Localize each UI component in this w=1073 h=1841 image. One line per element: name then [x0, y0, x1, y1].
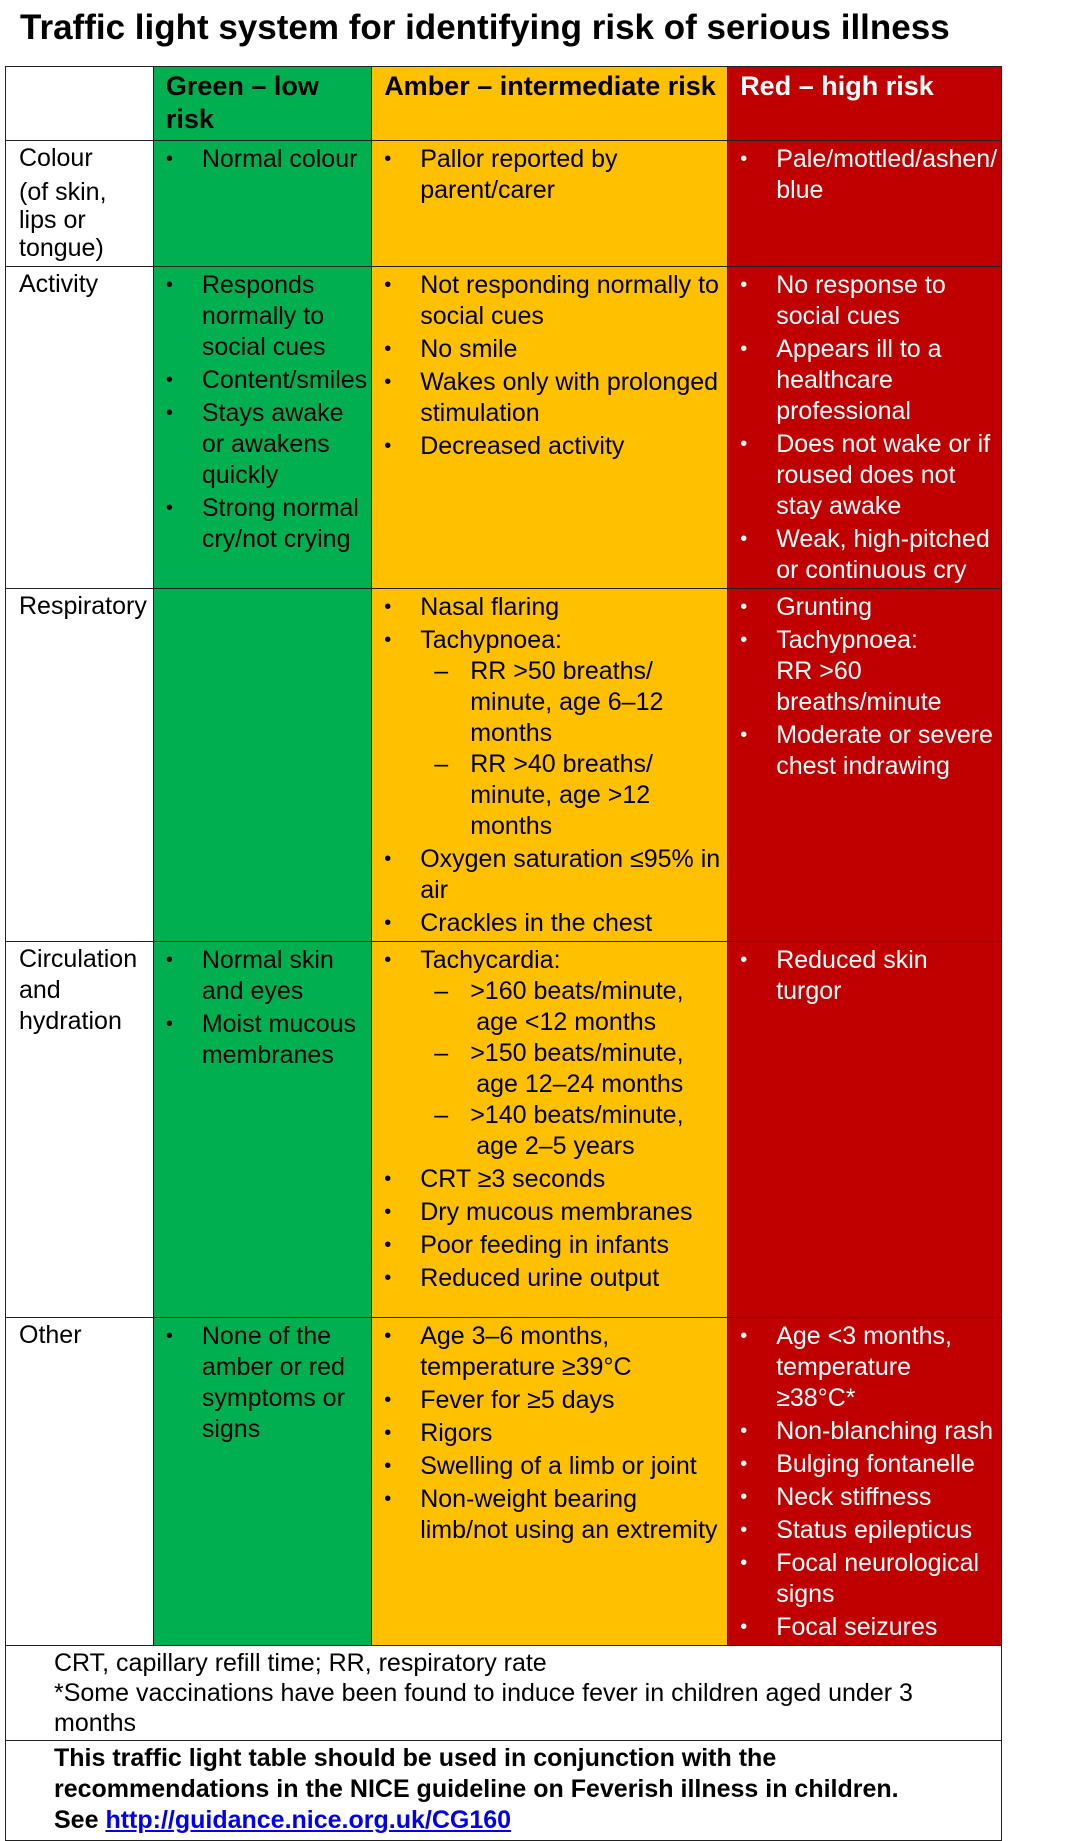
row-respiratory: [6, 589, 1002, 942]
sub-list-item: – >150 beats/minute, age 12–24 months: [434, 1039, 684, 1098]
bullet-icon: •: [384, 1389, 392, 1411]
sub-list-item: – >140 beats/minute, age 2–5 years: [434, 1101, 684, 1160]
row-colour: [6, 141, 1002, 267]
cell-circulation-red: [728, 942, 1002, 1318]
list-item: • Not responding normally to social cues: [384, 271, 719, 330]
dash-icon: –: [434, 1039, 449, 1067]
cell-respiratory-amber: [372, 589, 728, 942]
bullet-icon: •: [165, 369, 173, 391]
row-label-other: Other: [6, 1318, 154, 1646]
list-item: • Crackles in the chest: [384, 909, 653, 937]
list-item: • Rigors: [384, 1419, 493, 1447]
list-item: • Dry mucous membranes: [384, 1198, 693, 1226]
list-item: • Tachypnoea: RR >60 breaths/minute: [740, 626, 942, 716]
cell-other-red: [728, 1318, 1002, 1646]
row-label-text: Colour: [19, 144, 93, 172]
cell-activity-amber: [372, 267, 728, 589]
list-item: • Normal colour: [165, 145, 358, 173]
list-item: • Strong normal cry/not crying: [165, 494, 359, 553]
cell-other-amber: [372, 1318, 728, 1646]
bullet-icon: •: [165, 274, 173, 296]
dash-icon: –: [434, 1101, 449, 1129]
cell-other-green: [153, 1318, 371, 1646]
bullet-icon: •: [740, 433, 748, 455]
row-activity: [6, 267, 1002, 589]
footnotes: [6, 1646, 1002, 1741]
list-item: • Nasal flaring: [384, 593, 560, 621]
bullet-icon: •: [384, 338, 392, 360]
row-circulation: [6, 942, 1002, 1318]
list-item: • Oxygen saturation ≤95% in air: [384, 845, 721, 904]
list-item: • Reduced urine output: [384, 1264, 660, 1292]
bullet-icon: •: [384, 1422, 392, 1444]
list-item: • Normal skin and eyes: [165, 946, 334, 1005]
list-item: • Age 3–6 months, temperature ≥39°C: [384, 1322, 632, 1381]
cell-respiratory-green: [153, 589, 371, 942]
list-item: • Moderate or severe chest indrawing: [740, 721, 993, 780]
cell-respiratory-red: [728, 589, 1002, 942]
bullet-icon: •: [384, 1168, 392, 1190]
bullet-icon: •: [384, 1455, 392, 1477]
list-item: • Reduced skin turgor: [740, 946, 928, 1005]
bullet-icon: •: [740, 1325, 748, 1347]
list-item: • Status epilepticus: [740, 1516, 973, 1544]
bullet-icon: •: [384, 912, 392, 934]
list-item: • Neck stiffness: [740, 1483, 932, 1511]
bullet-icon: •: [740, 148, 748, 170]
sub-list-item: – RR >50 breaths/ minute, age 6–12 months: [434, 657, 664, 747]
list-item: • Focal seizures: [740, 1613, 938, 1641]
sub-list-item: – RR >40 breaths/ minute, age >12 months: [434, 750, 653, 840]
list-item: • Age <3 months, temperature ≥38°C*: [740, 1322, 952, 1412]
guidance-link[interactable]: http://guidance.nice.org.uk/CG160: [105, 1806, 512, 1834]
cell-activity-red: [728, 267, 1002, 589]
bullet-icon: •: [165, 497, 173, 519]
header-green: Green – low risk: [153, 67, 371, 141]
header-row: [6, 67, 1002, 141]
cell-activity-green: [153, 267, 371, 589]
sub-list-item: – >160 beats/minute, age <12 months: [434, 977, 684, 1036]
bullet-icon: •: [384, 274, 392, 296]
bullet-icon: •: [384, 596, 392, 618]
row-label-colour: [6, 141, 154, 267]
bullet-icon: •: [740, 1552, 748, 1574]
list-item: • Decreased activity: [384, 432, 625, 460]
list-item: • CRT ≥3 seconds: [384, 1165, 606, 1193]
bullet-icon: •: [740, 274, 748, 296]
list-item: • Pale/mottled/ashen/ blue: [740, 145, 998, 204]
corner-cell: [6, 67, 154, 141]
list-item: • Non-weight bearing limb/not using an extremity: [384, 1485, 718, 1544]
header-red: Red – high risk: [728, 67, 1002, 141]
cell-circulation-amber: [372, 942, 728, 1318]
bullet-icon: •: [384, 371, 392, 393]
guidance-see-label: See: [54, 1806, 99, 1834]
list-item: • Bulging fontanelle: [740, 1450, 975, 1478]
bullet-icon: •: [740, 1616, 748, 1638]
list-item: • Does not wake or if roused does not stay awake: [740, 430, 991, 520]
footnote-vaccinations: *Some vaccinations have been found to induce fever in children aged under 3 months: [54, 1679, 913, 1737]
guidance-note: [6, 1741, 1002, 1841]
list-item: • Appears ill to a healthcare professional: [740, 335, 942, 425]
row-label-circulation: Circulation and hydration: [6, 942, 154, 1318]
bullet-icon: •: [384, 629, 392, 651]
list-item: • Responds normally to social cues: [165, 271, 326, 361]
bullet-icon: •: [165, 148, 173, 170]
footnotes-row: [6, 1646, 1002, 1741]
bullet-icon: •: [384, 1201, 392, 1223]
list-item: • Tachycardia: – >160 beats/minute, age <12 months – >150 beats/minute, age 12–24 months – >140 beats/minute, age 2–5 years: [380, 945, 723, 1162]
list-item: • Non-blanching rash: [740, 1417, 993, 1445]
bullet-icon: •: [384, 949, 392, 971]
bullet-icon: •: [740, 629, 748, 651]
footnote-abbreviations: CRT, capillary refill time; RR, respiratory rate: [54, 1649, 547, 1677]
bullet-icon: •: [384, 1325, 392, 1347]
list-item: • Wakes only with prolonged stimulation: [384, 368, 719, 427]
list-item: • Focal neurological signs: [740, 1549, 980, 1608]
list-item: • None of the amber or red symptoms or signs: [165, 1322, 345, 1443]
list-item: • Stays awake or awakens quickly: [165, 399, 344, 489]
bullet-icon: •: [740, 724, 748, 746]
list-item: • Tachypnoea: – RR >50 breaths/ minute, age 6–12 months – RR >40 breaths/ minute, age >12 months: [380, 625, 723, 842]
row-other: [6, 1318, 1002, 1646]
dash-icon: –: [434, 750, 449, 778]
cell-circulation-green: [153, 942, 371, 1318]
bullet-icon: •: [384, 1488, 392, 1510]
list-item: • Content/smiles: [165, 366, 368, 394]
bullet-icon: •: [384, 148, 392, 170]
list-item: • Moist mucous membranes: [165, 1010, 357, 1069]
bullet-icon: •: [165, 402, 173, 424]
cell-colour-amber: [372, 141, 728, 267]
list-item: • No smile: [384, 335, 518, 363]
bullet-icon: •: [384, 435, 392, 457]
dash-icon: –: [434, 977, 449, 1005]
cell-colour-red: [728, 141, 1002, 267]
dash-icon: –: [434, 657, 449, 685]
row-label-subtext: (of skin, lips or tongue): [19, 178, 107, 262]
bullet-icon: •: [740, 528, 748, 550]
row-label-activity: Activity: [6, 267, 154, 589]
list-item: • Grunting: [740, 593, 873, 621]
traffic-light-table: [5, 66, 1002, 1841]
bullet-icon: •: [165, 949, 173, 971]
guidance-see-line: [54, 1805, 995, 1836]
bullet-icon: •: [740, 949, 748, 971]
bullet-icon: •: [384, 1234, 392, 1256]
bullet-icon: •: [384, 1267, 392, 1289]
list-item: • Swelling of a limb or joint: [384, 1452, 697, 1480]
bullet-icon: •: [740, 1519, 748, 1541]
bullet-icon: •: [165, 1013, 173, 1035]
bullet-icon: •: [740, 338, 748, 360]
page-title: Traffic light system for identifying risk of serious illness: [20, 8, 950, 47]
bullet-icon: •: [384, 848, 392, 870]
header-amber: Amber – intermediate risk: [372, 67, 728, 141]
row-label-respiratory: Respiratory: [6, 589, 154, 942]
bullet-icon: •: [165, 1325, 173, 1347]
bullet-icon: •: [740, 1453, 748, 1475]
list-item: • Weak, high-pitched or continuous cry: [740, 525, 990, 584]
list-item: • Poor feeding in infants: [384, 1231, 669, 1259]
cell-colour-green: [153, 141, 371, 267]
list-item: • No response to social cues: [740, 271, 946, 330]
bullet-icon: •: [740, 596, 748, 618]
list-item: • Fever for ≥5 days: [384, 1386, 615, 1414]
guidance-row: [6, 1741, 1002, 1841]
guidance-text: This traffic light table should be used in conjunction with the recommendations in the NICE guideline on Feverish illness in children.: [54, 1744, 899, 1803]
bullet-icon: •: [740, 1486, 748, 1508]
list-item: • Pallor reported by parent/carer: [384, 145, 618, 204]
bullet-icon: •: [740, 1420, 748, 1442]
